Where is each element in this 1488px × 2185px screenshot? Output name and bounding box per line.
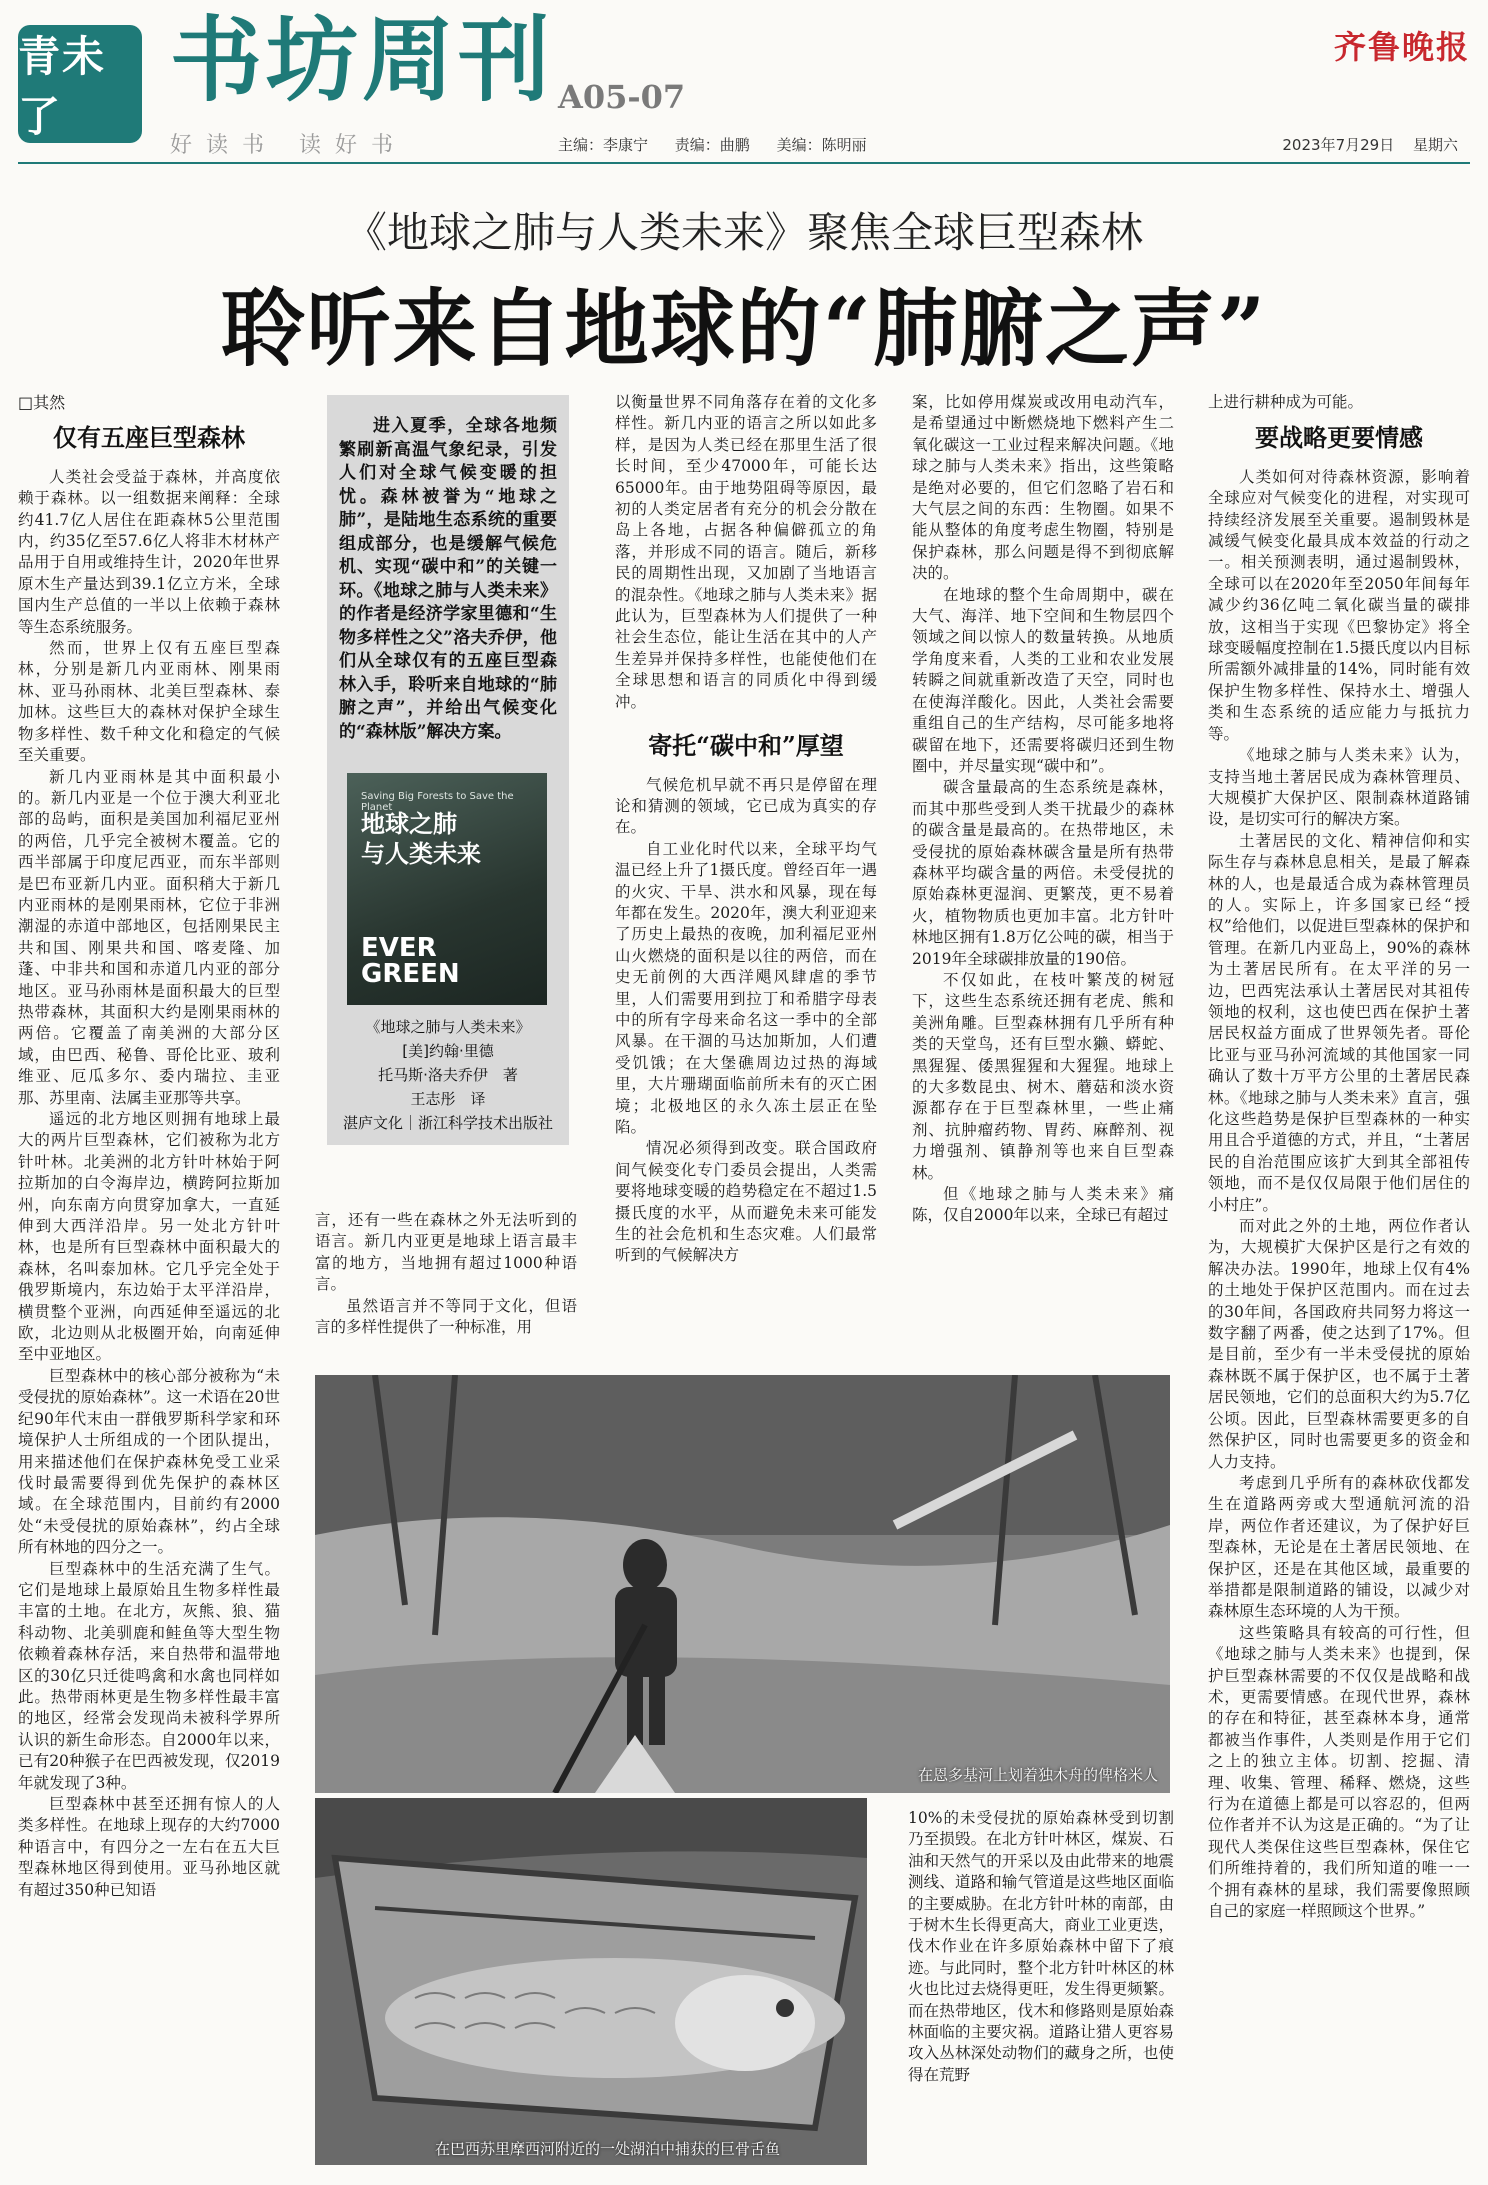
article-column-2 [315, 1210, 577, 1360]
masthead-rule [18, 162, 1470, 164]
issue-date [1268, 134, 1458, 155]
book-cover-english-line1: EVER [361, 933, 437, 963]
brand-logo: 青未了 [18, 25, 142, 143]
book-translator: 王志彤 译 [410, 1090, 486, 1108]
book-cover [347, 773, 547, 1005]
photo-caption: 在恩多基河上划着独木舟的俾格米人 [917, 1766, 1158, 1784]
book-publisher: 湛庐文化｜浙江科学技术出版社 [342, 1114, 553, 1132]
date-text: 2023年7月29日 [1282, 136, 1395, 154]
paragraph: 自工业化时代以来，全球平均气温已经上升了1摄氏度。曾经百年一遇的火灾、干旱、洪水和风暴，现在每年都在发生。2020年，澳大利亚迎来了历史上最热的夜晚，加利福尼亚州山火燃烧的面积是以往的两倍，而在史无前例的大西洋飓风肆虐的季节里，人们需要用到拉丁和希腊字母表中的所有字母来命名这一季中的全部风暴。在干涸的马达加斯加，人们遭受饥饿；在大堡礁周边过热的海域里，大片珊瑚面临前所未有的灭亡困境；北极地区的永久冻土层正在坠陷。 [615, 839, 877, 1136]
intro-box [327, 395, 569, 1145]
paragraph: 情况必须得到改变。联合国政府间气候变化专门委员会提出，人类需要将地球变暖的趋势稳定在不超过1.5摄氏度的水平，从而避免未来可能发生的社会危机和生态灾难。人们最常听到的气候解决方 [615, 1139, 877, 1265]
photo-arapaima-boat [315, 1798, 867, 2165]
book-title: 《地球之肺与人类未来》 [365, 1018, 531, 1036]
chief-editor: 主编：李康宁 [558, 136, 649, 154]
paragraph: 然而，世界上仅有五座巨型森林，分别是新几内亚雨林、刚果雨林、亚马孙雨林、北美巨型森林、泰加林。这些巨大的森林对保护全球生物多样性、数千种文化和稳定的气候至关重要。 [18, 639, 280, 765]
paragraph: 案，比如停用煤炭或改用电动汽车，是希望通过中断燃烧地下燃料产生二氧化碳这一工业过程来解决问题。《地球之肺与人类未来》指出，这些策略是绝对必要的，但它们忽略了岩石和大气层之间的东西：生物圈。如果不能从整体的角度考虑生物圈，特别是保护森林，那么问题是得不到彻底解决的。 [912, 393, 1174, 583]
section-heading-1: 仅有五座巨型森林 [53, 423, 245, 453]
paragraph: 上进行耕种成为可能。 [1208, 393, 1364, 411]
book-cover-title [361, 809, 481, 869]
article-column-5 [1208, 392, 1470, 2177]
article-headline: 聆听来自地球的“肺腑之声” [220, 279, 1268, 378]
book-cover-subtitle: Saving Big Forests to Save the Planet [361, 791, 514, 813]
paragraph: 在地球的整个生命周期中，碳在大气、海洋、地下空间和生物层四个领域之间以惊人的数量转换。从地质学角度来看，人类的工业和农业发展转瞬之间就重新改造了天空，同时也在使海洋酸化。因此，人类社会需要重组自己的生产结构，尽可能多地将碳留在地下，还需要将碳归还到生物圈中，并尽量实现“碳中和”。 [912, 585, 1174, 775]
photo-caption: 在巴西苏里摩西河附近的一处湖泊中捕获的巨骨舌鱼 [435, 2140, 781, 2158]
book-cover-title-line2: 与人类未来 [361, 840, 481, 868]
paragraph: 言，还有一些在森林之外无法听到的语言。新几内亚更是地球上语言最丰富的地方，当地拥有超过1000种语言。 [315, 1211, 577, 1294]
article-subhead: 《地球之肺与人类未来》聚焦全球巨型森林 [344, 208, 1143, 257]
paragraph: 巨型森林中的生活充满了生气。它们是地球上最原始且生物多样性最丰富的土地。在北方，灰熊、狼、猫科动物、北美驯鹿和鲑鱼等大型生物依赖着森林存活，来自热带和温带地区的30亿只迁徙鸣禽和水禽也同样如此。热带雨林更是生物多样性最丰富的地区，经常会发现尚未被科学界所认识的新生命形态。自2000年以来，已有20种猴子在巴西被发现，仅2019年就发现了3种。 [18, 1559, 280, 1792]
paragraph: 土著居民的文化、精神信仰和实际生存与森林息息相关，是最了解森林的人，也是最适合成为森林管理员的人。实际上，许多国家已经“授权”给他们，以促进巨型森林的保护和管理。在新几内亚岛上，90%的森林为土著居民所有。在太平洋的另一边，巴西宪法承认土著居民对其祖传领地的权利，这也使巴西在保护土著居民权益方面成了世界领先者。哥伦比亚与亚马孙河流域的其他国家一同确认了数十万平方公里的土著居民森林。《地球之肺与人类未来》直言，强化这些趋势是保护巨型森林的一种实用且合乎道德的方式，并且，“土著居民的自治范围应该扩大到其全部祖传领地，而不是仅仅局限于他们居住的小村庄”。 [1208, 831, 1470, 1214]
article-column-4 [912, 392, 1174, 1372]
editor-credits [558, 134, 889, 155]
photo-canoe-illustration [315, 1375, 1170, 1793]
byline: □其然 [18, 393, 66, 412]
paragraph: 新几内亚雨林是其中面积最小的。新几内亚是一个位于澳大利亚北部的岛屿，面积是美国加利福尼亚州的两倍，几乎完全被树木覆盖。它的西半部属于印度尼西亚，而东半部则是巴布亚新几内亚。面积稍大于新几内亚雨林的是刚果雨林，它位于非洲潮湿的赤道中部地区，包括刚果民主共和国、刚果共和国、喀麦隆、加蓬、中非共和国和赤道几内亚的部分地区。亚马孙雨林是面积最大的巨型热带森林，其面积大约是刚果雨林的两倍。它覆盖了南美洲的大部分区域，由巴西、秘鲁、哥伦比亚、玻利维亚、厄瓜多尔、委内瑞拉、圭亚那、苏里南、法属圭亚那等共享。 [18, 767, 280, 1107]
paragraph: 人类社会受益于森林，并高度依赖于森林。以一组数据来阐释：全球约41.7亿人居住在距森林5公里范围内，约35亿至57.6亿人将非木材林产品用于自用或维持生计，2020年世界原木生产量达到39.1亿立方米，全球国内生产总值的一半以上依赖于森林等生态系统服务。 [18, 467, 280, 636]
paragraph: 以衡量世界不同角落存在着的文化多样性。新几内亚的语言之所以如此多样，是因为人类已经在那里生活了很长时间，至少47000年，可能长达65000年。由于地势阻碍等原因，最初的人类定居者有充分的机会分散在岛上各地，占据各种偏僻孤立的角落，并形成不同的语言。随后，新移民的周期性出现，又加剧了当地语言的混杂性。《地球之肺与人类未来》据此认为，巨型森林为人们提供了一种社会生态位，能让生活在其中的人产生差异并保持多样性，也能使他们在全球思想和语言的同质化中得到缓冲。 [615, 393, 877, 711]
paragraph: 气候危机早就不再只是停留在理论和猜测的领域，它已成为真实的存在。 [615, 775, 877, 837]
paragraph: 考虑到几乎所有的森林砍伐都发生在道路两旁或大型通航河流的沿岸，两位作者还建议，为了保护好巨型森林，无论是在土著居民领地、在保护区，还是在其他区域，最重要的举措都是限制道路的铺设，以减少对森林原生态环境的人为干预。 [1208, 1473, 1470, 1621]
paragraph: 这些策略具有较高的可行性，但《地球之肺与人类未来》也提到，保护巨型森林需要的不仅仅是战略和战术，更需要情感。在现代世界，森林的存在和特征，甚至森林本身，通常都被当作事件，人类则是作用于它们之上的独立主体。切割、挖掘、清理、收集、管理、稀释、燃烧，这些行为在道德上都是可以容忍的，但两位作者并不认为这是正确的。“为了让现代人类保住这些巨型森林，保住它们所维持着的，我们所知道的唯一一个拥有森林的星球，我们需要像照顾自己的家庭一样照顾这个世界。” [1208, 1623, 1470, 1921]
newspaper-logo: 齐鲁晚报 [1333, 28, 1470, 66]
section-title: 书坊周刊 [170, 6, 555, 114]
paragraph: 碳含量最高的生态系统是森林，而其中那些受到人类干扰最少的森林的碳含量是最高的。在热带地区，未受侵扰的原始森林碳含量是所有热带森林平均碳含量的两倍。未受侵扰的原始森林更湿润、更繁茂，更不易着火，植物物质也更加丰富。北方针叶林地区拥有1.8万亿公吨的碳，相当于2019年全球碳排放量的190倍。 [912, 778, 1174, 968]
paragraph: 不仅如此，在枝叶繁茂的树冠下，这些生态系统还拥有老虎、熊和美洲角雕。巨型森林拥有几乎所有种类的天堂鸟，还有巨型水獭、蟒蛇、黑猩猩、倭黑猩猩和大猩猩。地球上的大多数昆虫、树木、蘑菇和淡水资源都存在于巨型森林里，一些止痛剂、抗肿瘤药物、胃药、麻醉剂、视力增强剂、镇静剂等也来自巨型森林。 [912, 970, 1174, 1182]
art-editor: 美编：陈明丽 [776, 136, 867, 154]
duty-editor: 责编：曲鹏 [674, 136, 750, 154]
paragraph: 巨型森林中的核心部分被称为“未受侵扰的原始森林”。这一术语在20世纪90年代末由一群俄罗斯科学家和环境保护人士所组成的一个团队提出，用来描述他们在保护森林免受工业采伐时最需要得到优先保护的森林区域。在全球范围内，目前约有2000处“未受侵扰的原始森林”，约占全球所有林地的四分之一。 [18, 1366, 280, 1557]
section-heading-3: 要战略更要情感 [1255, 423, 1423, 453]
paragraph: 人类如何对待森林资源，影响着全球应对气候变化的进程，对实现可持续经济发展至关重要。遏制毁林是减缓气候变化最具成本效益的行动之一。相关预测表明，通过遏制毁林，全球可以在2020年至2050年间每年减少约36亿吨二氧化碳当量的碳排放，这相当于实现《巴黎协定》将全球变暖幅度控制在1.5摄氏度以内目标所需额外减排量的14%，同时能有效保护生物多样性、保持水土、增强人类和生态系统的适应能力与抵抗力等。 [1208, 467, 1470, 743]
paragraph: 10%的未受侵扰的原始森林受到切割乃至损毁。在北方针叶林区，煤炭、石油和天然气的开采以及由此带来的地震测线、道路和输气管道是这些地区面临的主要威胁。在北方针叶林的南部，由于树木生长得更高大，商业工业更迭，伐木作业在许多原始森林中留下了痕迹。与此同时，整个北方针叶林区的林火也比过去烧得更旺，发生得更频繁。而在热带地区，伐木和修路则是原始森林面临的主要灾祸。道路让猎人更容易攻入丛林深处动物们的藏身之所，也使得在荒野 [908, 1809, 1174, 2084]
weekday-text: 星期六 [1412, 136, 1458, 154]
book-cover-title-line1: 地球之肺 [361, 810, 457, 838]
intro-text [339, 415, 557, 744]
section-slogan: 好读书 读好书 [170, 133, 407, 158]
article-column-1 [18, 392, 280, 2177]
book-author-2: 托马斯·洛夫乔伊 著 [378, 1066, 518, 1084]
article-column-4-continued [908, 1808, 1174, 2168]
paragraph: 虽然语言并不等同于文化，但语言的多样性提供了一种标准，用 [315, 1296, 577, 1337]
paragraph: 遥远的北方地区则拥有地球上最大的两片巨型森林，它们被称为北方针叶林。北美洲的北方针叶林始于阿拉斯加的白令海岸边，横跨阿拉斯加州，向东南方向贯穿加拿大，一直延伸到大西洋沿岸。另一处北方针叶林，也是所有巨型森林中面积最大的森林，名叫泰加林。它几乎完全处于俄罗斯境内，东边始于太平洋沿岸，横贯整个亚洲，向西延伸至遥远的北欧，北边则从北极圈开始，向南延伸至中亚地区。 [18, 1110, 280, 1364]
book-cover-english-line2: GREEN [361, 959, 460, 989]
paragraph: 巨型森林中甚至还拥有惊人的人类多样性。在地球上现存的大约7000种语言中，有四分之一左右在五大巨型森林地区得到使用。亚马孙地区就有超过350种已知语 [18, 1795, 280, 1899]
book-author: [美]约翰·里德 [402, 1042, 494, 1060]
photo-fish-illustration [315, 1798, 867, 2165]
page-code: A05-07 [558, 78, 686, 116]
intro-paragraph: 进入夏季，全球各地频繁刷新高温气象纪录，引发人们对全球气候变暖的担忧。森林被誉为“地球之肺”，是陆地生态系统的重要组成部分，也是缓解气候危机、实现“碳中和”的关键一环。《地球之肺与人类未来》的作者是经济学家里德和“生物多样性之父”洛夫乔伊，他们从全球仅有的五座巨型森林入手，聆听来自地球的“肺腑之声”，并给出气候变化的“森林版”解决方案。 [339, 416, 557, 742]
article-column-3 [615, 392, 877, 1372]
book-info [327, 1015, 569, 1135]
photo-canoe-river [315, 1375, 1170, 1793]
section-heading-2: 寄托“碳中和”厚望 [648, 731, 844, 761]
paragraph: 但《地球之肺与人类未来》痛陈，仅自2000年以来，全球已有超过 [912, 1185, 1174, 1225]
paragraph: 《地球之肺与人类未来》认为，支持当地土著居民成为森林管理员、大规模扩大保护区、限制森林道路铺设，是切实可行的解决方案。 [1208, 746, 1470, 829]
paragraph: 而对此之外的土地，两位作者认为，大规模扩大保护区是行之有效的解决办法。1990年，地球上仅有4%的土地处于保护区范围内。而在过去的30年间，各国政府共同努力将这一数字翻了两番，使之达到了17%。但是目前，至少有一半未受侵扰的原始森林既不属于保护区，也不属于土著居民领地，它们的总面积大约为5.7亿公顷。因此，巨型森林需要更多的自然保护区，同时也需要更多的资金和人力支持。 [1208, 1217, 1470, 1471]
book-cover-english-title [361, 935, 460, 987]
